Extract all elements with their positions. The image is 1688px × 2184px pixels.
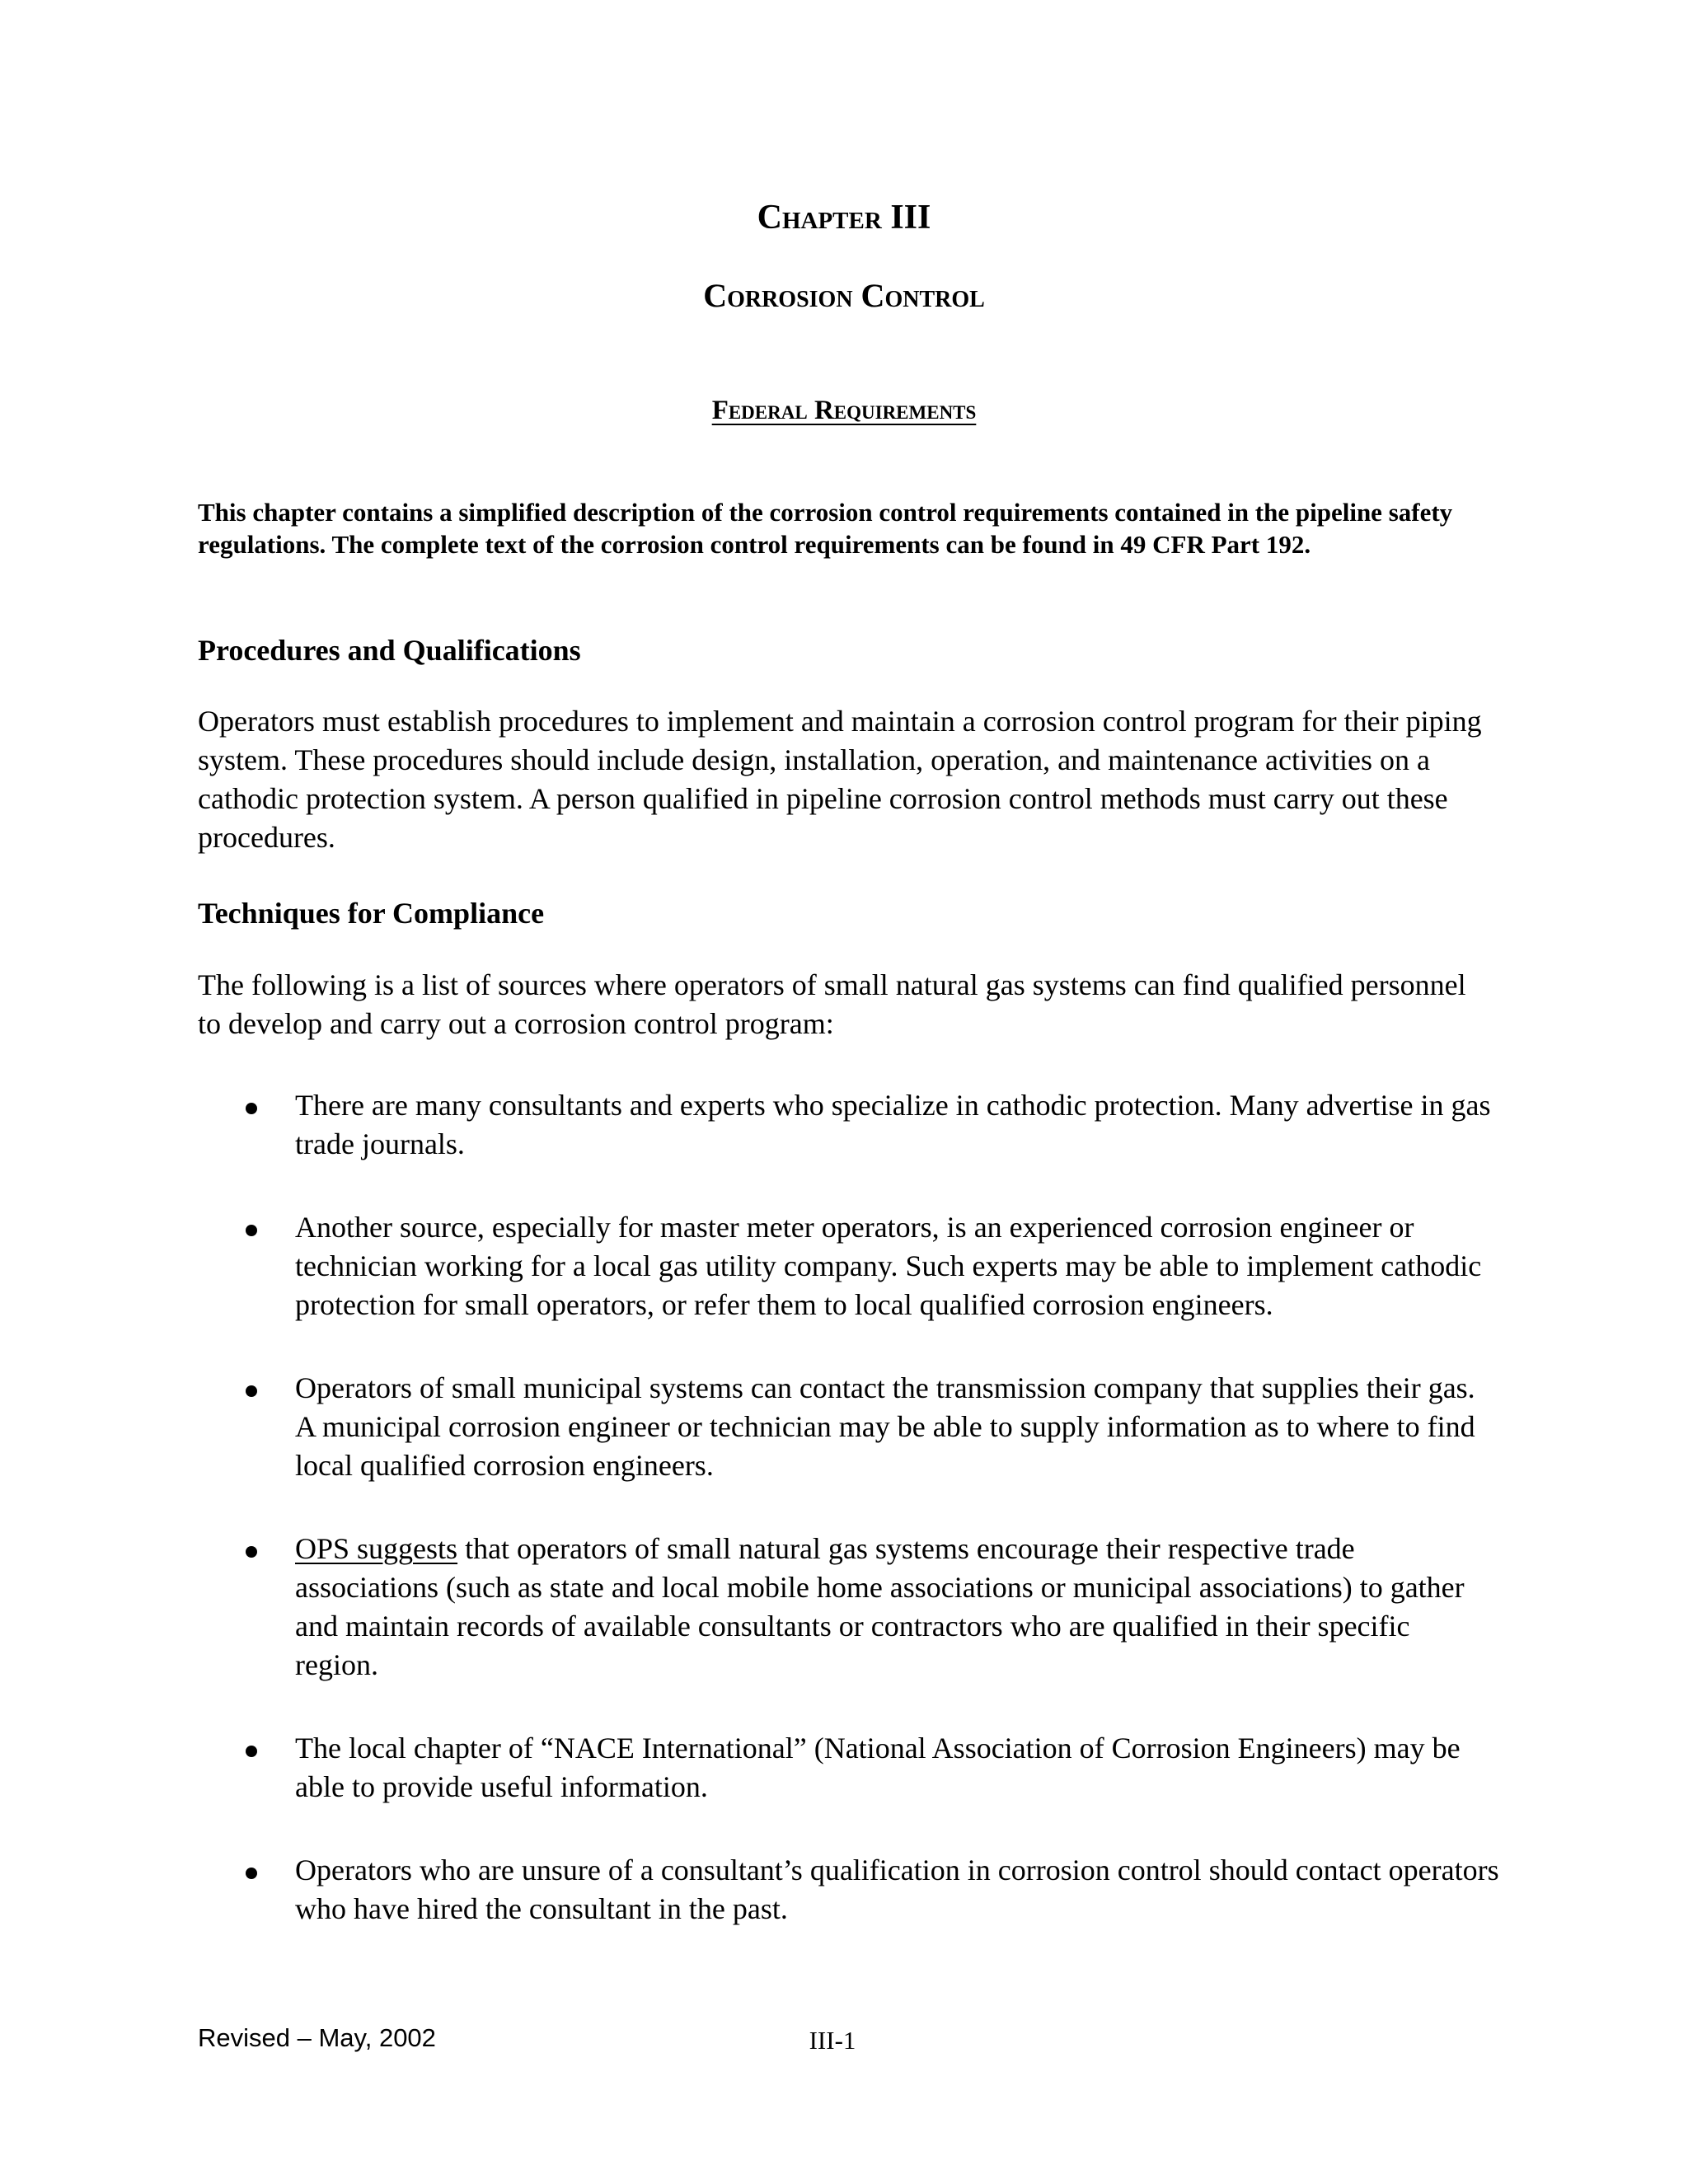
- bullet-icon: [246, 1546, 257, 1558]
- bullet-icon: [246, 1225, 257, 1236]
- list-item-lead-underlined: OPS suggests: [295, 1532, 458, 1565]
- chapter-number: Chapter III: [757, 199, 931, 237]
- section-title-text: Federal Requirements: [711, 396, 977, 425]
- list-item: [198, 1369, 1500, 1485]
- list-item-text: Operators of small municipal systems can contact the transmission company that supplies their gas. A municipal corrosion engineer or technician may be able to supply information as to where to find local qualified corrosion engineers.: [295, 1371, 1475, 1482]
- bullet-icon: [246, 1746, 257, 1757]
- paragraph-procedures: Operators must establish procedures to implement and maintain a corrosion control program for their piping system. These procedures should include design, installation, operation, and maintenance activities on a cathodic protection system. A person qualified in pipeline corrosion control methods must carry out these procedures.: [198, 705, 1482, 854]
- paragraph-techniques: The following is a list of sources where operators of small natural gas systems can find qualified personnel to develop and carry out a corrosion control program:: [198, 968, 1466, 1040]
- list-item-text: There are many consultants and experts who specialize in cathodic protection. Many advertise in gas trade journals.: [295, 1089, 1491, 1160]
- list-item: [198, 1208, 1500, 1324]
- list-item-text: Another source, especially for master meter operators, is an experienced corrosion engineer or technician working for a local gas utility company. Such experts may be able to implement cathodic protection for small operators, or refer them to local qualified corrosion engineers.: [295, 1211, 1482, 1321]
- list-item-text: Operators who are unsure of a consultant’s qualification in corrosion control should contact operators who have hired the consultant in the past.: [295, 1854, 1499, 1925]
- chapter-title: Corrosion Control: [703, 277, 985, 314]
- intro-paragraph: This chapter contains a simplified description of the corrosion control requirements contained in the pipeline safety regulations. The complete text of the corrosion control requirements can be found in 49 CFR Part 192.: [198, 498, 1453, 559]
- list-item: [198, 1086, 1500, 1164]
- list-item-text: The local chapter of “NACE International” (National Association of Corrosion Engineers) may be able to provide useful information.: [295, 1732, 1461, 1803]
- bullet-icon: [246, 1868, 257, 1879]
- list-item: [198, 1851, 1500, 1929]
- sources-list: [198, 1086, 1500, 1973]
- list-item-text: that operators of small natural gas systems encourage their respective trade associations (such as state and local mobile home associations or municipal associations) to gather and maintain records of available consultants or contractors who are qualified in their specific region.: [295, 1532, 1465, 1681]
- footer-revision-date: Revised – May, 2002: [198, 2023, 436, 2052]
- bullet-icon: [246, 1385, 257, 1397]
- section-title: [0, 396, 1688, 426]
- list-item: [198, 1729, 1500, 1807]
- heading-techniques: Techniques for Compliance: [198, 897, 545, 930]
- bullet-icon: [246, 1103, 257, 1114]
- footer-page-number: III-1: [809, 2026, 856, 2055]
- list-item: [198, 1530, 1500, 1685]
- heading-procedures: Procedures and Qualifications: [198, 634, 581, 667]
